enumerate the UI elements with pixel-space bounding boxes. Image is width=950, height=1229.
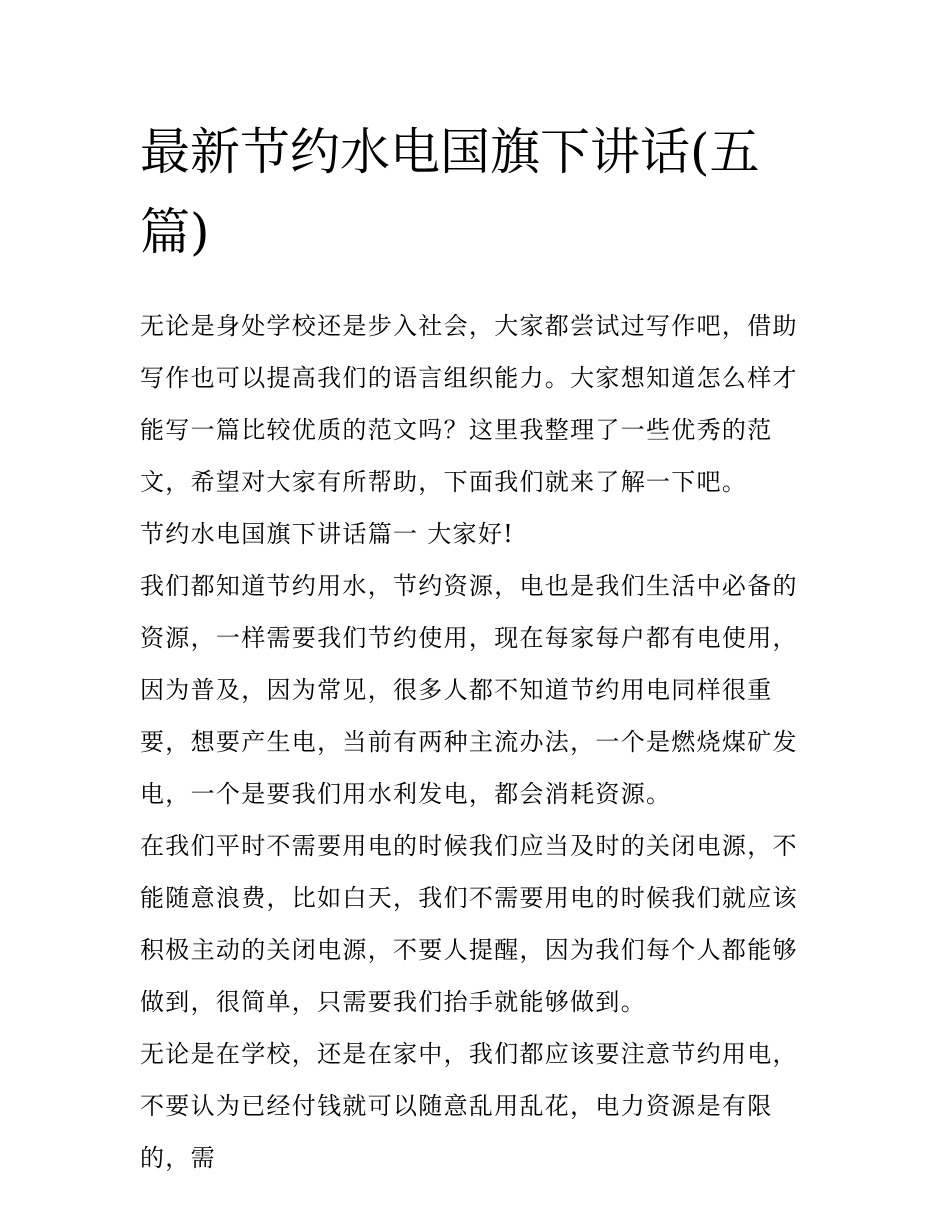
- paragraph-body-3: 无论是在学校，还是在家中，我们都应该要注意节约用电，不要认为已经付钱就可以随意乱用乱花，电力资源是有限的，需: [140, 1040, 798, 1172]
- paragraph-body-2: 在我们平时不需要用电的时候我们应当及时的关闭电源，不能随意浪费，比如白天，我们不需要用电的时候我们就应该积极主动的关闭电源，不要人提醒，因为我们每个人都能够做到，很简单，只需要我们抬手就能够做到。: [140, 832, 798, 1016]
- paragraph-section-heading: 节约水电国旗下讲话篇一 大家好!: [140, 520, 515, 548]
- document-title: 最新节约水电国旗下讲话(五篇): [140, 123, 760, 261]
- paragraph-body-1: 我们都知道节约用水，节约资源，电也是我们生活中必备的资源，一样需要我们节约使用，现在每家每户都有电使用，因为普及，因为常见，很多人都不知道节约用电同样很重要，想要产生电，当前有两种主流办法，一个是燃烧煤矿发电，一个是要我们用水利发电，都会消耗资源。: [140, 572, 798, 808]
- paragraph-intro: 无论是身处学校还是步入社会，大家都尝试过写作吧，借助写作也可以提高我们的语言组织能力。大家想知道怎么样才能写一篇比较优质的范文吗？这里我整理了一些优秀的范文，希望对大家有所帮助，下面我们就来了解一下吧。: [140, 312, 798, 496]
